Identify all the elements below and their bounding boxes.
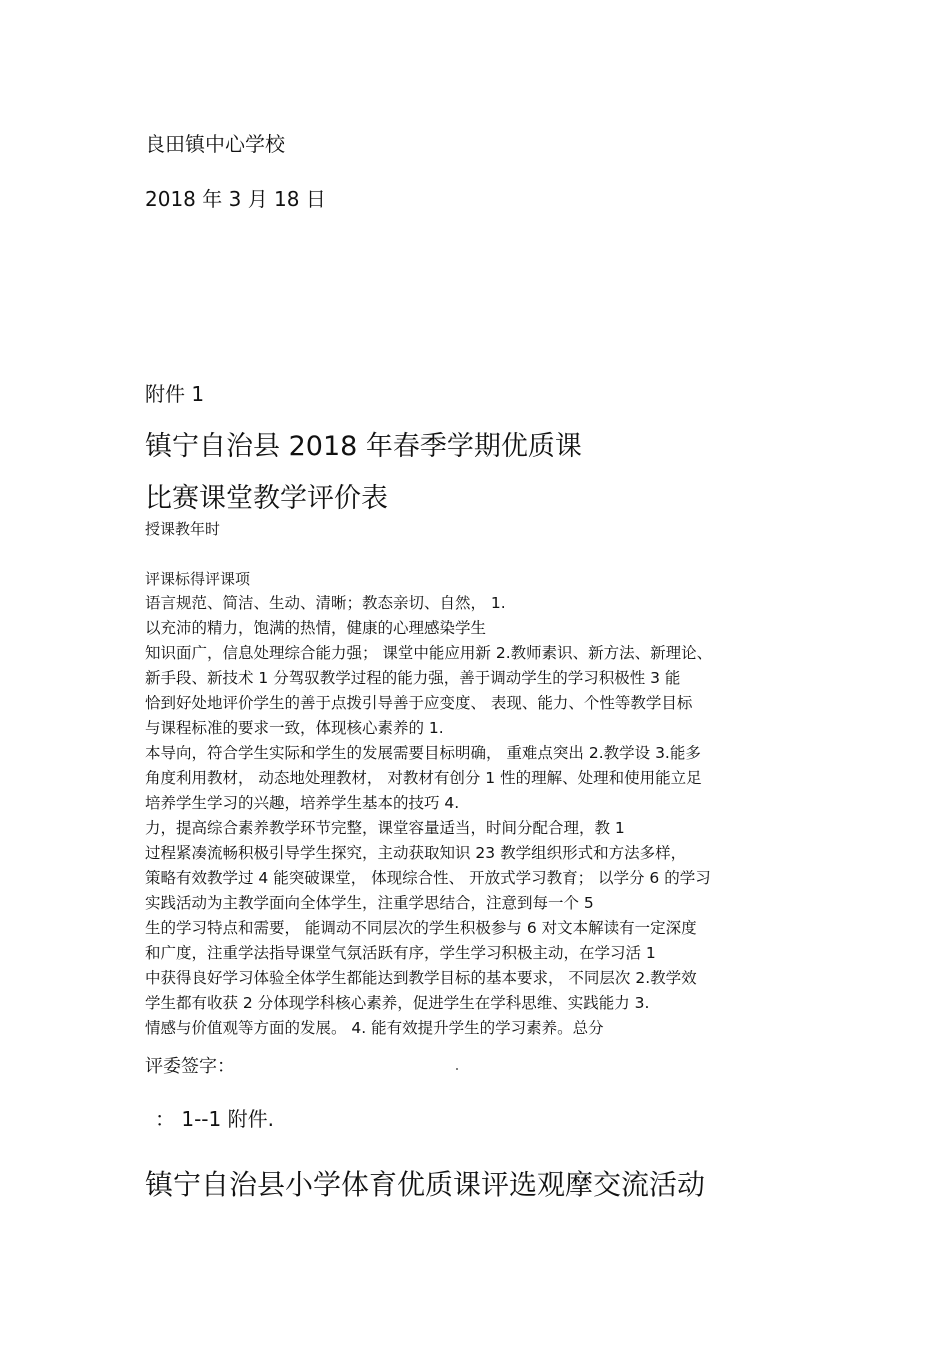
- form-subtitle: 授课教年时: [145, 520, 221, 538]
- school-name: 良田镇中心学校: [145, 132, 285, 156]
- next-section-title: 镇宁自治县小学体育优质课评选观摩交流活动: [145, 1168, 706, 1201]
- criteria-line: 培养学生学习的兴趣，培养学生基本的技巧 4.: [145, 794, 460, 812]
- criteria-line: 与课程标准的要求一致，体现核心素养的 1.: [145, 719, 444, 737]
- attachment-label: 附件 1: [145, 382, 205, 406]
- evaluation-criteria-text: [145, 591, 825, 1041]
- criteria-line: 情感与价值观等方面的发展。 4. 能有效提升学生的学习素养。总分: [145, 1019, 604, 1037]
- criteria-line: 生的学习特点和需要， 能调动不同层次的学生积极参与 6 对文本解读有一定深度: [145, 919, 697, 937]
- criteria-line: 实践活动为主教学面向全体学生，注重学思结合，注意到每一个 5: [145, 894, 594, 912]
- criteria-line: 和广度，注重学法指导课堂气氛活跃有序，学生学习积极主动，在学习活 1: [145, 944, 656, 962]
- criteria-line: 以充沛的精力，饱满的热情，健康的心理感染学生: [145, 619, 487, 637]
- criteria-line: 过程紧凑流畅积极引导学生探究，主动获取知识 23 教学组织形式和方法多样，: [145, 844, 687, 862]
- criteria-line: 策略有效教学过 4 能突破课堂， 体现综合性、 开放式学习教育； 以学分 6 的学习: [145, 869, 711, 887]
- document-date: 2018 年 3 月 18 日: [145, 187, 326, 211]
- criteria-line: 力，提高综合素养教学环节完整，课堂容量适当，时间分配合理，教 1: [145, 819, 625, 837]
- signature-label: 评委签字：: [145, 1056, 235, 1077]
- criteria-line: 语言规范、简洁、生动、清晰；教态亲切、自然， 1.: [145, 594, 506, 612]
- criteria-line: 本导向，符合学生实际和学生的发展需要目标明确， 重难点突出 2.教学设 3.能多: [145, 744, 701, 762]
- stray-mark: [456, 1068, 458, 1070]
- criteria-line: 角度利用教材， 动态地处理教材， 对教材有创分 1 性的理解、处理和使用能立足: [145, 769, 702, 787]
- attachment-reference: ： 1--1 附件.: [155, 1107, 274, 1131]
- criteria-line: 知识面广，信息处理综合能力强； 课堂中能应用新 2.教师素识、新方法、新理论、: [145, 644, 713, 662]
- table-header: 评课标得评课项: [145, 570, 251, 588]
- criteria-line: 学生都有收获 2 分体现学科核心素养，促进学生在学科思维、实践能力 3.: [145, 994, 650, 1012]
- criteria-line: 恰到好处地评价学生的善于点拨引导善于应变度、 表现、能力、个性等教学目标: [145, 694, 693, 712]
- criteria-line: 中获得良好学习体验全体学生都能达到教学目标的基本要求， 不同层次 2.教学效: [145, 969, 697, 987]
- form-title-line-1: 镇宁自治县 2018 年春季学期优质课: [145, 431, 582, 462]
- form-title-line-2: 比赛课堂教学评价表: [145, 483, 388, 514]
- criteria-line: 新手段、新技术 1 分驾驭教学过程的能力强，善于调动学生的学习积极性 3 能: [145, 669, 681, 687]
